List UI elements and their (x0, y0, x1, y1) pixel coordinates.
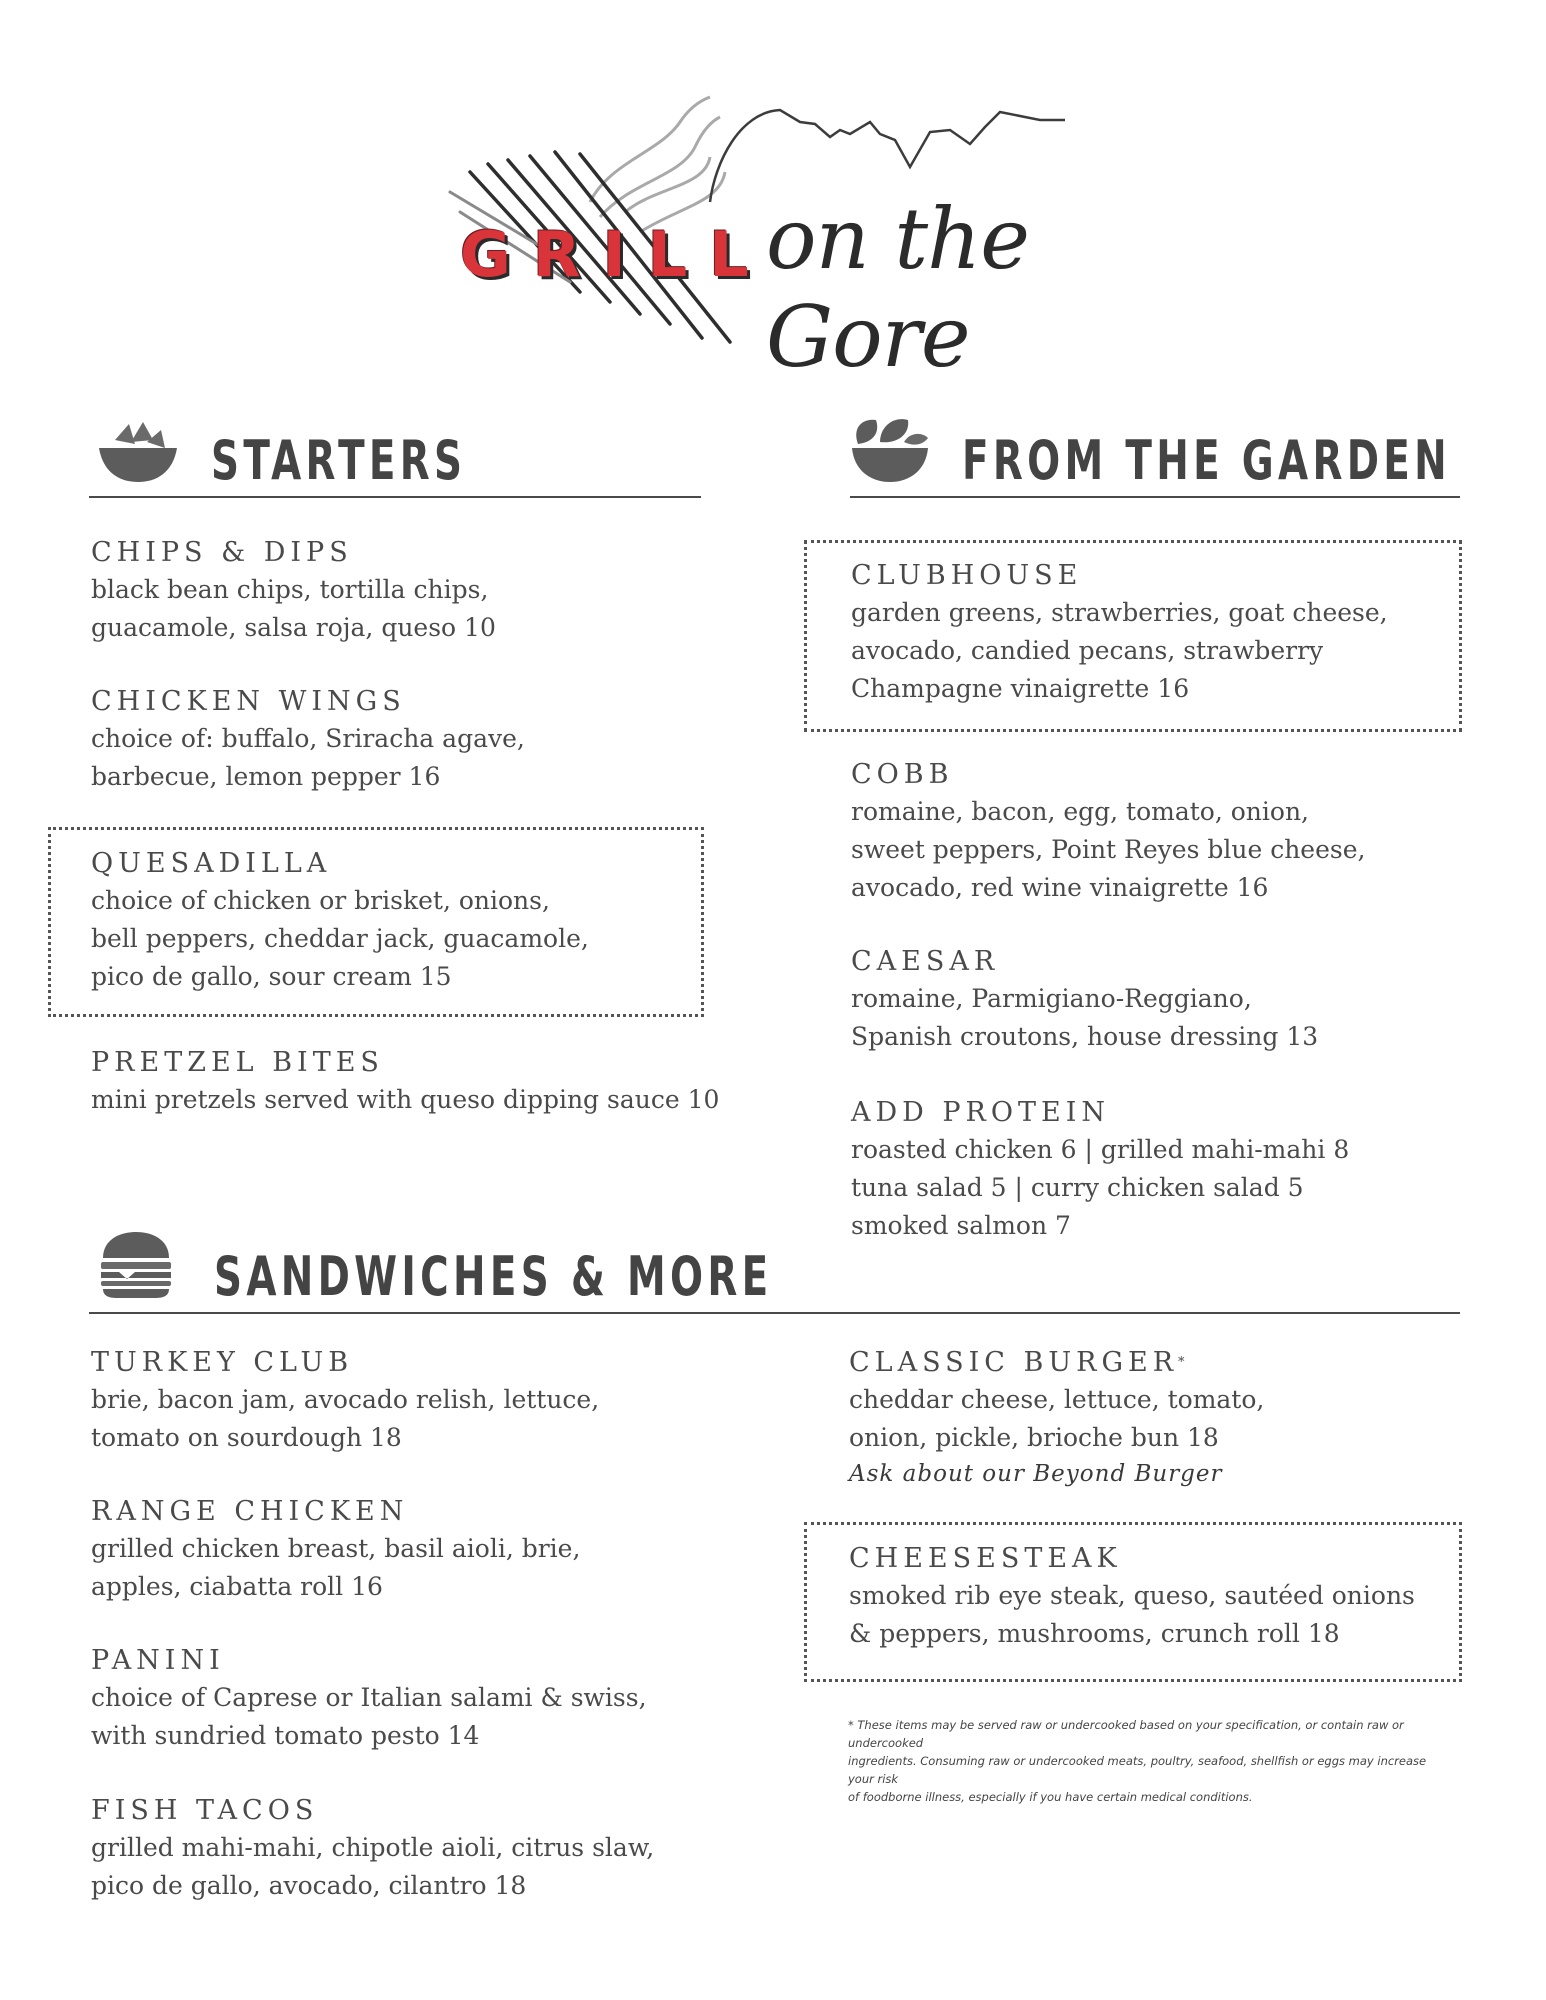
item-desc-line: grilled mahi-mahi, chipotle aioli, citrus slaw, (91, 1833, 655, 1862)
item-description (851, 1131, 1491, 1245)
item-description (91, 1530, 731, 1606)
menu-item-range-chicken (91, 1494, 731, 1606)
item-description (851, 594, 1491, 708)
item-desc-line: onion, pickle, brioche bun 18 (849, 1423, 1219, 1452)
sandwiches-title: SANDWICHES & MORE (214, 1245, 773, 1308)
nacho-bowl-icon (97, 420, 179, 486)
disclaimer-line: of foodborne illness, especially if you have certain medical conditions. (848, 1790, 1253, 1804)
logo-grill-text: GRILL (460, 218, 771, 291)
item-desc-line: garden greens, strawberries, goat cheese, (851, 598, 1388, 627)
menu-item-chips-dips (91, 535, 731, 647)
item-desc-line: bell peppers, cheddar jack, guacamole, (91, 924, 589, 953)
starters-heading (89, 416, 701, 498)
item-note: Ask about our Beyond Burger (849, 1461, 1223, 1487)
item-desc-line: smoked rib eye steak, queso, sautéed onions (849, 1581, 1415, 1610)
raw-warning-asterisk: * (1178, 1355, 1185, 1370)
item-name: RANGE CHICKEN (91, 1496, 409, 1527)
item-name-text: CLASSIC BURGER (849, 1347, 1179, 1378)
item-name: TURKEY CLUB (91, 1347, 354, 1378)
item-desc-line: black bean chips, tortilla chips, (91, 575, 489, 604)
item-name: CHEESESTEAK (849, 1543, 1122, 1574)
item-desc-line: barbecue, lemon pepper 16 (91, 762, 441, 791)
item-desc-line: tomato on sourdough 18 (91, 1423, 402, 1452)
item-desc-line: Spanish croutons, house dressing 13 (851, 1022, 1319, 1051)
item-description (849, 1577, 1489, 1653)
menu-item-quesadilla (91, 846, 731, 996)
item-desc-line: cheddar cheese, lettuce, tomato, (849, 1385, 1265, 1414)
item-name: COBB (851, 759, 954, 790)
item-desc-line: choice of chicken or brisket, onions, (91, 886, 550, 915)
burger-icon (99, 1230, 173, 1300)
item-desc-line: & peppers, mushrooms, crunch roll 18 (849, 1619, 1340, 1648)
sandwiches-heading (89, 1232, 1460, 1314)
menu-item-panini (91, 1643, 731, 1755)
item-description (851, 793, 1491, 907)
item-desc-line: guacamole, salsa roja, queso 10 (91, 613, 496, 642)
item-name: FISH TACOS (91, 1795, 319, 1826)
item-name: CHICKEN WINGS (91, 686, 406, 717)
item-desc-line: Champagne vinaigrette 16 (851, 674, 1190, 703)
item-desc-line: choice of: buffalo, Sriracha agave, (91, 724, 525, 753)
garden-heading (850, 416, 1460, 498)
item-description (91, 1829, 731, 1905)
restaurant-logo (440, 92, 1130, 386)
item-desc-line: brie, bacon jam, avocado relish, lettuce, (91, 1385, 600, 1414)
item-description (849, 1381, 1489, 1457)
item-desc-line: romaine, bacon, egg, tomato, onion, (851, 797, 1309, 826)
item-desc-line: pico de gallo, avocado, cilantro 18 (91, 1871, 527, 1900)
item-description (851, 980, 1491, 1056)
item-desc-line: mini pretzels served with queso dipping sauce 10 (91, 1085, 720, 1114)
salad-bowl-icon (850, 414, 930, 486)
item-desc-line: avocado, candied pecans, strawberry (851, 636, 1324, 665)
item-description (91, 720, 731, 796)
item-description (91, 1679, 731, 1755)
menu-item-pretzel-bites (91, 1045, 771, 1119)
menu-item-caesar (851, 944, 1491, 1056)
item-desc-line: sweet peppers, Point Reyes blue cheese, (851, 835, 1366, 864)
item-name: CHIPS & DIPS (91, 537, 353, 568)
menu-item-cobb (851, 757, 1491, 907)
menu-item-chicken-wings (91, 684, 731, 796)
disclaimer-line: * These items may be served raw or undercooked based on your specification, or contain raw or undercooked (848, 1718, 1404, 1750)
item-desc-line: tuna salad 5 | curry chicken salad 5 (851, 1173, 1304, 1202)
item-description (91, 882, 731, 996)
raw-food-disclaimer (848, 1716, 1428, 1806)
menu-item-classic-burger (849, 1345, 1489, 1491)
garden-title: FROM THE GARDEN (962, 429, 1452, 492)
item-name: CAESAR (851, 946, 1000, 977)
item-desc-line: with sundried tomato pesto 14 (91, 1721, 480, 1750)
menu-item-clubhouse (851, 558, 1491, 708)
item-desc-line: romaine, Parmigiano-Reggiano, (851, 984, 1252, 1013)
item-desc-line: apples, ciabatta roll 16 (91, 1572, 383, 1601)
item-desc-line: pico de gallo, sour cream 15 (91, 962, 452, 991)
starters-title: STARTERS (211, 429, 467, 492)
item-description (91, 571, 731, 647)
item-name: PANINI (91, 1645, 225, 1676)
item-name: ADD PROTEIN (851, 1097, 1111, 1128)
item-description (91, 1381, 731, 1457)
item-name: PRETZEL BITES (91, 1047, 384, 1078)
item-name (849, 1345, 1489, 1381)
menu-item-turkey-club (91, 1345, 731, 1457)
item-desc-line: choice of Caprese or Italian salami & swiss, (91, 1683, 647, 1712)
item-desc-line: roasted chicken 6 | grilled mahi-mahi 8 (851, 1135, 1350, 1164)
item-description (91, 1081, 771, 1119)
logo-on-the-gore-text: on the Gore (766, 190, 1029, 386)
menu-item-cheesesteak (849, 1541, 1489, 1653)
item-desc-line: avocado, red wine vinaigrette 16 (851, 873, 1269, 902)
item-name: QUESADILLA (91, 848, 332, 879)
item-name: CLUBHOUSE (851, 560, 1083, 591)
disclaimer-line: ingredients. Consuming raw or undercooked meats, poultry, seafood, shellfish or eggs may increase your risk (848, 1754, 1427, 1786)
menu-item-fish-tacos (91, 1793, 731, 1905)
item-desc-line: grilled chicken breast, basil aioli, brie, (91, 1534, 581, 1563)
menu-item-add-protein (851, 1095, 1491, 1245)
item-desc-line: smoked salmon 7 (851, 1211, 1071, 1240)
